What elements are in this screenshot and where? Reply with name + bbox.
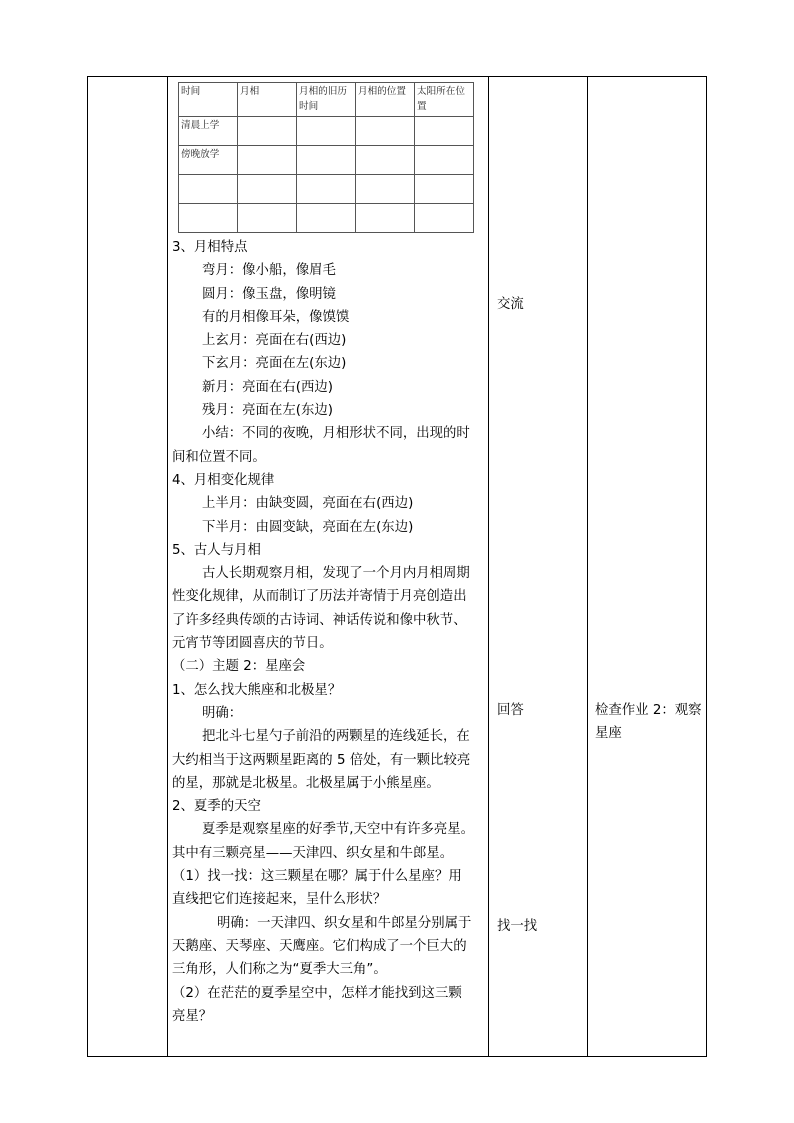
content-line: 弯月：像小船，像眉毛 xyxy=(202,263,336,279)
column-divider xyxy=(587,76,588,1057)
activity-answer: 回答 xyxy=(497,703,524,718)
content-line: 4、月相变化规律 xyxy=(172,472,275,488)
table-cell xyxy=(238,175,297,204)
table-header-cell: 太阳所在位置 xyxy=(415,83,474,117)
content-line: 3、月相特点 xyxy=(172,240,248,255)
table-row xyxy=(179,204,474,233)
table-header-cell: 月相 xyxy=(238,83,297,117)
content-line: 明确：一天津四、织女星和牛郎星分别属于 xyxy=(217,915,472,931)
content-line: 大约相当于这两颗星距离的 5 倍处，有一颗比较亮 xyxy=(172,752,471,768)
content-line: 明确： xyxy=(202,705,243,721)
column-divider xyxy=(488,76,489,1057)
content-line: 下半月：由圆变缺，亮面在左(东边) xyxy=(202,519,414,535)
table-cell xyxy=(179,175,238,204)
table-cell xyxy=(415,146,474,175)
content-line: 下玄月：亮面在左(东边) xyxy=(202,356,347,372)
teaching-content-column xyxy=(168,76,488,1057)
content-line: 夏季是观察星座的好季节,天空中有许多亮星。 xyxy=(202,822,475,838)
teaching-content-text xyxy=(172,236,488,1028)
content-line: 了许多经典传颂的古诗词、神话传说和像中秋节、 xyxy=(172,612,467,628)
table-cell xyxy=(356,146,415,175)
content-line: （2）在茫茫的夏季星空中，怎样才能找到这三颗 xyxy=(172,985,462,1001)
table-cell xyxy=(297,146,356,175)
table-row xyxy=(179,175,474,204)
note-homework-line1: 检查作业 2：观察 xyxy=(595,703,702,718)
content-line: 其中有三颗亮星——天津四、织女星和牛郎星。 xyxy=(172,845,454,861)
table-cell: 傍晚放学 xyxy=(179,146,238,175)
table-cell xyxy=(297,117,356,146)
table-row xyxy=(179,146,474,175)
table-cell xyxy=(238,146,297,175)
content-line: 亮星？ xyxy=(172,1008,213,1024)
content-line: 直线把它们连接起来，呈什么形状？ xyxy=(172,892,387,908)
table-cell xyxy=(356,204,415,233)
table-cell: 清晨上学 xyxy=(179,117,238,146)
activity-exchange: 交流 xyxy=(497,297,524,312)
content-line: 圆月：像玉盘，像明镜 xyxy=(202,286,336,302)
table-row xyxy=(179,117,474,146)
table-cell xyxy=(356,175,415,204)
content-line: 有的月相像耳朵，像馍馍 xyxy=(202,309,350,325)
content-line: 的星，那就是北极星。北极星属于小熊星座。 xyxy=(172,775,440,791)
content-line: （1）找一找：这三颗星在哪？属于什么星座？用 xyxy=(172,869,462,885)
note-homework-line2: 星座 xyxy=(595,726,622,741)
table-cell xyxy=(415,175,474,204)
content-line: 天鹅座、天琴座、天鹰座。它们构成了一个巨大的 xyxy=(172,938,467,954)
table-cell xyxy=(238,117,297,146)
table-cell xyxy=(415,204,474,233)
content-line: 5、古人与月相 xyxy=(172,542,261,558)
content-line: 2、夏季的天空 xyxy=(172,799,261,815)
content-line: 性变化规律，从而制订了历法并寄情于月亮创造出 xyxy=(172,589,467,605)
table-header-row xyxy=(179,83,474,117)
content-line: 古人长期观察月相，发现了一个月内月相周期 xyxy=(202,566,470,582)
table-cell xyxy=(297,175,356,204)
note-homework xyxy=(595,699,702,745)
table-cell xyxy=(356,117,415,146)
content-line: 1、怎么找大熊座和北极星？ xyxy=(172,682,342,698)
content-line: 元宵节等团圆喜庆的节日。 xyxy=(172,636,333,652)
content-line: 小结：不同的夜晚，月相形状不同，出现的时 xyxy=(202,426,470,442)
table-header-cell: 月相的旧历时间 xyxy=(297,83,356,117)
table-header-cell: 时间 xyxy=(179,83,238,117)
table-cell xyxy=(179,204,238,233)
moon-observation-table xyxy=(178,82,474,233)
content-line: 上玄月：亮面在右(西边) xyxy=(202,333,347,349)
content-line: 上半月：由缺变圆，亮面在右(西边) xyxy=(202,496,414,512)
table-cell xyxy=(238,204,297,233)
table-header-cell: 月相的位置 xyxy=(356,83,415,117)
content-line: 把北斗七星勺子前沿的两颗星的连线延长，在 xyxy=(202,729,470,745)
content-line: 三角形，人们称之为“夏季大三角”。 xyxy=(172,962,387,978)
table-cell xyxy=(415,117,474,146)
content-line: （二）主题 2：星座会 xyxy=(172,659,306,675)
activity-find: 找一找 xyxy=(497,919,538,934)
content-line: 间和位置不同。 xyxy=(172,449,266,465)
content-line: 残月：亮面在左(东边) xyxy=(202,403,333,419)
content-line: 新月：亮面在右(西边) xyxy=(202,379,333,395)
table-cell xyxy=(297,204,356,233)
